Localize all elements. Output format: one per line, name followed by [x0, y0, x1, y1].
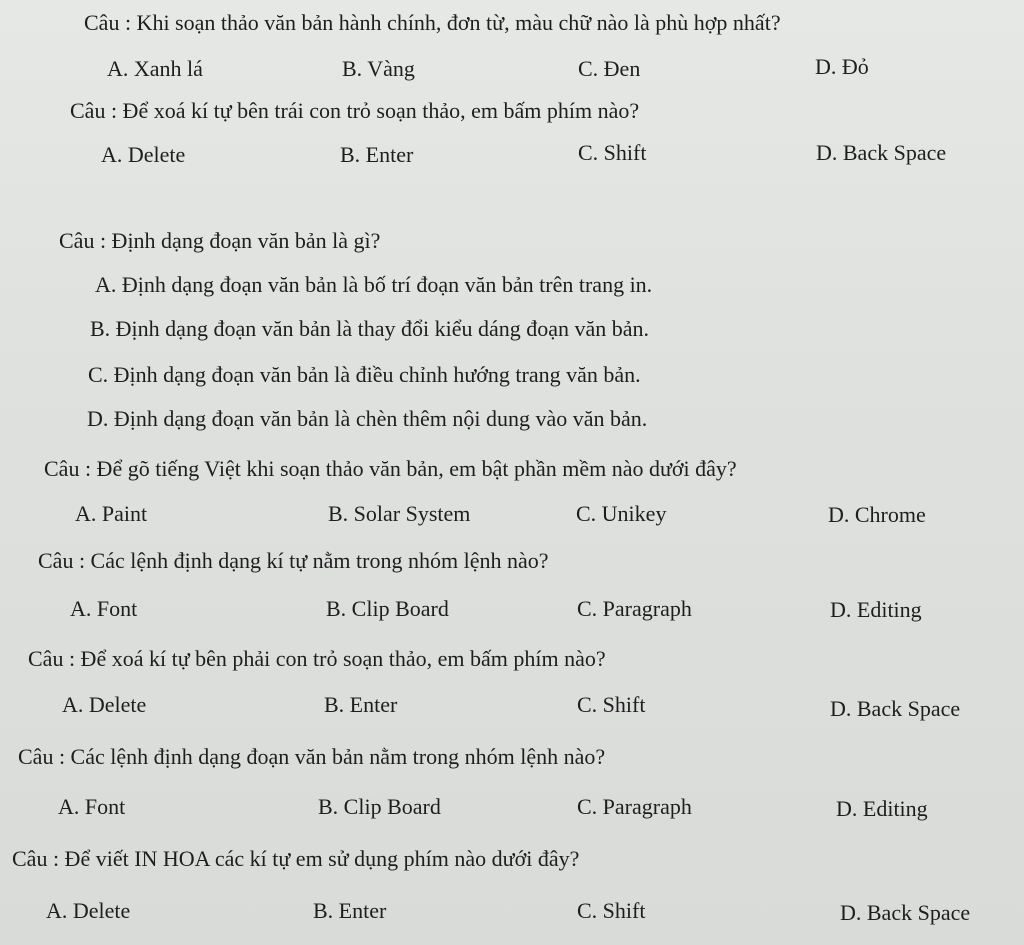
question-4-text: Câu : Để gõ tiếng Việt khi soạn thảo văn bản, em bật phần mềm nào dưới đây? [44, 456, 737, 481]
question-8-option-b: B. Enter [313, 898, 387, 923]
question-4-option-d: D. Chrome [828, 502, 926, 527]
question-2-text: Câu : Để xoá kí tự bên trái con trỏ soạn thảo, em bấm phím nào? [70, 98, 640, 123]
question-5-option-d: D. Editing [830, 597, 922, 622]
question-4-option-c: C. Unikey [576, 501, 667, 526]
question-3-option-b: B. Định dạng đoạn văn bản là thay đổi kiểu dáng đoạn văn bản. [90, 316, 650, 341]
question-3-text: Câu : Định dạng đoạn văn bản là gì? [59, 228, 381, 253]
question-5-option-b: B. Clip Board [326, 596, 449, 621]
question-8-option-d: D. Back Space [840, 900, 971, 925]
question-3-option-d: D. Định dạng đoạn văn bản là chèn thêm nội dung vào văn bản. [87, 406, 648, 431]
question-3-option-a: A. Định dạng đoạn văn bản là bố trí đoạn văn bản trên trang in. [95, 272, 653, 297]
question-1-option-a: A. Xanh lá [107, 56, 203, 81]
question-3-option-c: C. Định dạng đoạn văn bản là điều chỉnh hướng trang văn bản. [88, 362, 641, 387]
question-6-option-d: D. Back Space [830, 696, 961, 721]
question-2-option-d: D. Back Space [816, 140, 947, 165]
question-1-text: Câu : Khi soạn thảo văn bản hành chính, đơn từ, màu chữ nào là phù hợp nhất? [84, 10, 781, 35]
question-6-option-c: C. Shift [577, 692, 646, 717]
question-2-option-a: A. Delete [101, 142, 186, 167]
question-4-option-a: A. Paint [75, 501, 148, 526]
question-7-option-d: D. Editing [836, 796, 928, 821]
question-6-text: Câu : Để xoá kí tự bên phải con trỏ soạn thảo, em bấm phím nào? [28, 646, 606, 671]
question-6-option-b: B. Enter [324, 692, 398, 717]
question-7-option-c: C. Paragraph [577, 794, 692, 819]
question-6-option-a: A. Delete [62, 692, 147, 717]
question-2-option-c: C. Shift [578, 140, 647, 165]
question-5-option-c: C. Paragraph [577, 596, 692, 621]
question-8-option-a: A. Delete [46, 898, 131, 923]
question-1-option-d: D. Đỏ [815, 54, 869, 79]
question-5-text: Câu : Các lệnh định dạng kí tự nằm trong nhóm lệnh nào? [38, 548, 549, 573]
question-5-option-a: A. Font [70, 596, 138, 621]
question-4-option-b: B. Solar System [328, 501, 471, 526]
question-8-text: Câu : Để viết IN HOA các kí tự em sử dụng phím nào dưới đây? [12, 846, 580, 871]
question-7-option-b: B. Clip Board [318, 794, 441, 819]
question-1-option-b: B. Vàng [342, 56, 415, 81]
question-1-option-c: C. Đen [578, 56, 641, 81]
question-2-option-b: B. Enter [340, 142, 414, 167]
question-8-option-c: C. Shift [577, 898, 646, 923]
question-7-text: Câu : Các lệnh định dạng đoạn văn bản nằm trong nhóm lệnh nào? [18, 744, 606, 769]
question-7-option-a: A. Font [58, 794, 126, 819]
